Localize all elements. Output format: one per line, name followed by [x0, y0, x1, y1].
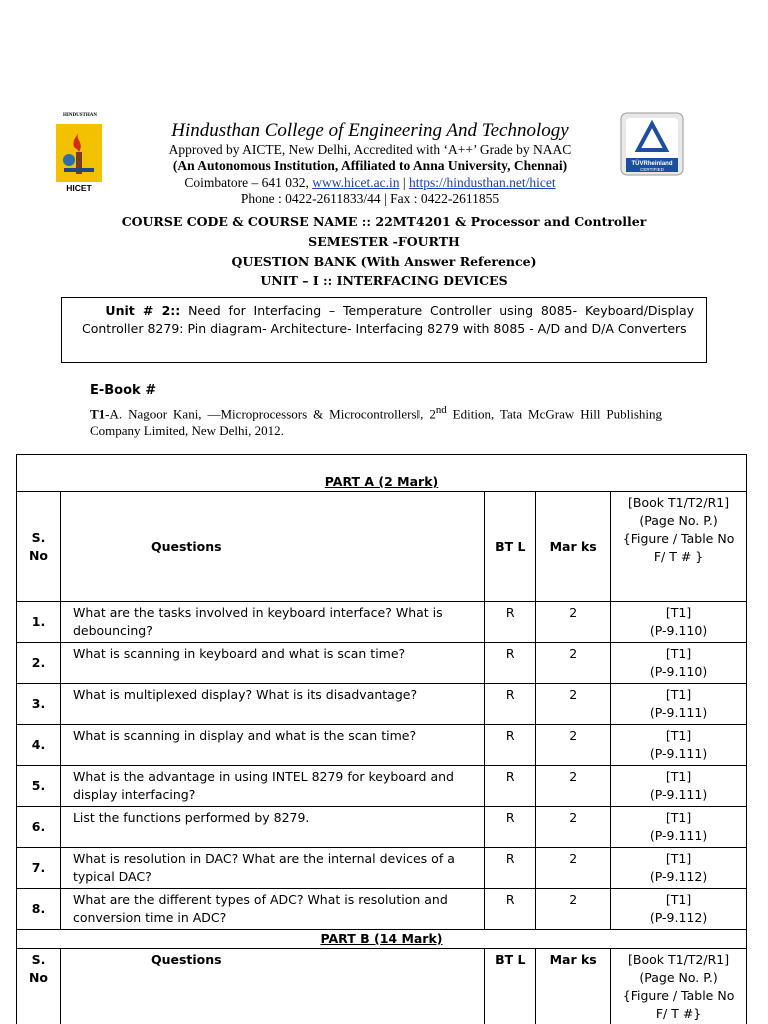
row-reference	[611, 725, 747, 766]
table-row	[17, 684, 747, 725]
row-reference-book: [T1]	[665, 728, 692, 743]
address-line	[110, 175, 630, 191]
row-marks: 2	[536, 807, 611, 848]
row-reference	[611, 643, 747, 684]
row-reference	[611, 602, 747, 643]
part-a-title-row	[17, 455, 747, 492]
ebook-ref-text-b: Edition, Tata McGraw Hill Publishing Company Limited, New Delhi, 2012.	[90, 406, 663, 439]
row-reference-book: [T1]	[665, 605, 692, 620]
row-sno: 5.	[17, 766, 61, 807]
row-reference-book: [T1]	[665, 810, 692, 825]
row-reference	[611, 889, 747, 930]
row-reference	[611, 848, 747, 889]
row-reference-book: [T1]	[665, 892, 692, 907]
link-separator: |	[399, 175, 409, 190]
part-a-rows	[17, 602, 747, 930]
row-marks: 2	[536, 725, 611, 766]
table-row	[17, 602, 747, 643]
college-name: Hindusthan College of Engineering And Technology	[171, 120, 569, 141]
row-marks: 2	[536, 643, 611, 684]
semester-title: SEMESTER -FOURTH	[308, 234, 460, 249]
approval-line: Approved by AICTE, New Delhi, Accredited with ‘A++’ Grade by NAAC	[168, 142, 572, 157]
row-sno: 7.	[17, 848, 61, 889]
row-btl: R	[485, 848, 536, 889]
phone-line: Phone : 0422-2611833/44 | Fax : 0422-2611855	[240, 191, 500, 206]
row-reference	[611, 684, 747, 725]
row-question: What is multiplexed display? What is its disadvantage?	[60, 684, 484, 725]
header-questions: Questions	[60, 492, 484, 602]
website-link-hindusthan[interactable]: https://hindusthan.net/hicet	[408, 175, 556, 190]
ebook-ref-sup: nd	[435, 404, 447, 416]
row-marks: 2	[536, 889, 611, 930]
header-reference: [Book T1/T2/R1] (Page No. P.) {Figure / Table No F/ T # }	[611, 492, 747, 602]
row-marks: 2	[536, 848, 611, 889]
ebook-reference	[90, 402, 662, 439]
ebook-ref-text-a: -A. Nagoor Kani, ―Microprocessors & Microcontrollers‖, 2	[105, 406, 436, 422]
row-sno: 2.	[17, 643, 61, 684]
ebook-heading: E-Book #	[90, 383, 157, 398]
website-link-hicet[interactable]: www.hicet.ac.in	[312, 175, 400, 190]
address-prefix: Coimbatore – 641 032,	[184, 175, 313, 190]
row-sno: 1.	[17, 602, 61, 643]
row-sno: 8.	[17, 889, 61, 930]
row-reference-page: (P-9.110)	[649, 623, 708, 638]
row-question: What are the tasks involved in keyboard interface? What is debouncing?	[60, 602, 484, 643]
part-b-header-marks: Mar ks	[536, 949, 611, 1024]
part-b-header-sno: S. No	[17, 949, 61, 1024]
table-row	[17, 848, 747, 889]
row-question: What is scanning in display and what is the scan time?	[60, 725, 484, 766]
table-row	[17, 807, 747, 848]
course-title: COURSE CODE & COURSE NAME :: 22MT4201 & Processor and Controller	[121, 214, 647, 229]
ebook-ref-label: T1	[90, 406, 106, 422]
row-reference-book: [T1]	[665, 769, 692, 784]
table-row	[17, 643, 747, 684]
row-btl: R	[485, 889, 536, 930]
row-question: List the functions performed by 8279.	[60, 807, 484, 848]
row-reference	[611, 807, 747, 848]
part-b-title: PART B (14 Mark)	[320, 931, 443, 946]
row-sno: 3.	[17, 684, 61, 725]
row-question: What is resolution in DAC? What are the internal devices of a typical DAC?	[60, 848, 484, 889]
logo-left-caption: HICET	[66, 183, 92, 193]
row-question: What is the advantage in using INTEL 8279 for keyboard and display interfacing?	[60, 766, 484, 807]
row-sno: 6.	[17, 807, 61, 848]
table-row	[17, 725, 747, 766]
unit-syllabus-text: Need for Interfacing – Temperature Controller using 8085- Keyboard/Display Controller 8279: Pin diagram- Architecture- Interfacing 8279 with 8085 - A/D and D/A Converters	[82, 303, 694, 336]
header-marks: Mar ks	[536, 492, 611, 602]
row-marks: 2	[536, 684, 611, 725]
row-reference-page: (P-9.112)	[649, 910, 708, 925]
question-table	[16, 454, 747, 1024]
row-reference-page: (P-9.111)	[649, 746, 708, 761]
unit-syllabus-box	[61, 297, 707, 363]
logo-left-text: HINDUSTHAN	[63, 113, 97, 118]
part-b-title-row	[17, 930, 747, 949]
unit-label: Unit # 2::	[105, 303, 181, 318]
unit-title: UNIT – I :: INTERFACING DEVICES	[260, 273, 508, 288]
row-btl: R	[485, 684, 536, 725]
row-question: What are the different types of ADC? What is resolution and conversion time in ADC?	[60, 889, 484, 930]
row-reference-page: (P-9.110)	[649, 664, 708, 679]
row-sno: 4.	[17, 725, 61, 766]
hicet-logo	[52, 110, 108, 194]
row-reference-book: [T1]	[665, 687, 692, 702]
question-bank-title: QUESTION BANK (With Answer Reference)	[231, 254, 537, 269]
row-reference-page: (P-9.112)	[649, 869, 708, 884]
part-b-header-btl: BT L	[485, 949, 536, 1024]
row-reference-book: [T1]	[665, 851, 692, 866]
row-reference-page: (P-9.111)	[649, 705, 708, 720]
row-reference-page: (P-9.111)	[649, 828, 708, 843]
header-sno: S. No	[17, 492, 61, 602]
part-a-header-row	[17, 492, 747, 602]
row-marks: 2	[536, 766, 611, 807]
part-b-header-row	[17, 949, 747, 1024]
row-btl: R	[485, 643, 536, 684]
row-btl: R	[485, 807, 536, 848]
part-b-header-questions: Questions	[60, 949, 484, 1024]
table-row	[17, 766, 747, 807]
row-question: What is scanning in keyboard and what is scan time?	[60, 643, 484, 684]
table-row	[17, 889, 747, 930]
row-reference-book: [T1]	[665, 646, 692, 661]
row-btl: R	[485, 602, 536, 643]
header-btl: BT L	[485, 492, 536, 602]
row-btl: R	[485, 725, 536, 766]
row-marks: 2	[536, 602, 611, 643]
part-a-title: PART A (2 Mark)	[324, 474, 439, 489]
row-reference-page: (P-9.111)	[649, 787, 708, 802]
autonomous-line: (An Autonomous Institution, Affiliated to Anna University, Chennai)	[172, 158, 568, 173]
row-reference	[611, 766, 747, 807]
logo-right-sub: CERTIFIED	[640, 167, 664, 172]
row-btl: R	[485, 766, 536, 807]
logo-right-caption: TÜVRheinland	[631, 161, 673, 167]
part-b-header-reference: [Book T1/T2/R1] (Page No. P.) {Figure / Table No F/ T #}	[611, 949, 747, 1024]
